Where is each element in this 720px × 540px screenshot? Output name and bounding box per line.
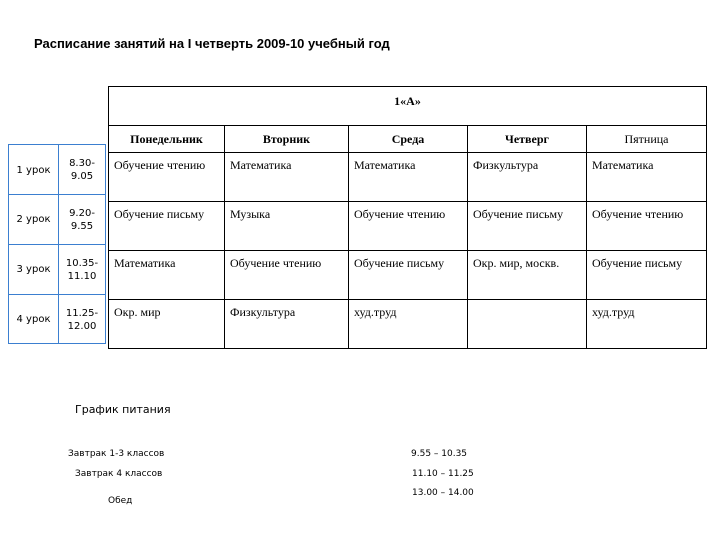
schedule-cell: Обучение письму — [468, 202, 587, 251]
meals-title: График питания — [75, 403, 171, 416]
lesson-time: 9.20- 9.55 — [69, 207, 95, 232]
lesson-row — [9, 244, 105, 294]
lesson-row — [9, 194, 105, 244]
day-header-wednesday: Среда — [349, 126, 468, 153]
schedule-cell: Обучение чтению — [225, 251, 349, 300]
table-row — [109, 251, 707, 300]
schedule-cell: Музыка — [225, 202, 349, 251]
schedule-cell: Математика — [587, 153, 707, 202]
meal-time: 9.55 – 10.35 — [411, 449, 468, 459]
schedule-cell: Обучение письму — [349, 251, 468, 300]
schedule-cell: Обучение чтению — [109, 153, 225, 202]
page-title: Расписание занятий на I четверть 2009-10 учебный год — [34, 36, 390, 51]
class-name: 1«А» — [109, 87, 707, 126]
lesson-time: 8.30- 9.05 — [69, 158, 95, 182]
lesson-row — [9, 294, 105, 344]
table-row — [109, 300, 707, 349]
schedule-cell: Окр. мир — [109, 300, 225, 349]
schedule-cell: Обучение письму — [109, 202, 225, 251]
lesson-name: 1 урок — [9, 145, 59, 195]
lesson-time: 10.35- 11.10 — [65, 257, 99, 282]
lesson-name: 4 урок — [9, 295, 59, 344]
meal-time: 11.10 – 11.25 — [412, 469, 474, 479]
day-header-monday: Понедельник — [109, 126, 225, 153]
meal-label: Обед — [108, 496, 133, 506]
day-header-friday: Пятница — [587, 126, 707, 153]
lesson-name: 2 урок — [9, 195, 59, 244]
schedule-cell: Математика — [225, 153, 349, 202]
schedule-table — [108, 86, 707, 349]
schedule-cell: Физкультура — [468, 153, 587, 202]
day-header-thursday: Четверг — [468, 126, 587, 153]
day-header-tuesday: Вторник — [225, 126, 349, 153]
schedule-cell: Физкультура — [225, 300, 349, 349]
schedule-cell: Математика — [109, 251, 225, 300]
schedule-cell — [468, 300, 587, 349]
schedule-cell: Обучение чтению — [587, 202, 707, 251]
schedule-cell: Окр. мир, москв. — [468, 251, 587, 300]
schedule-cell: худ.труд — [587, 300, 707, 349]
meal-label: Завтрак 4 классов — [75, 469, 163, 479]
meal-time: 13.00 – 14.00 — [412, 488, 474, 498]
schedule-cell: Обучение чтению — [349, 202, 468, 251]
schedule-cell: Математика — [349, 153, 468, 202]
lesson-name: 3 урок — [9, 245, 59, 294]
schedule-cell: Обучение письму — [587, 251, 707, 300]
schedule-cell: худ.труд — [349, 300, 468, 349]
lesson-row — [9, 145, 105, 195]
table-row — [109, 153, 707, 202]
table-row — [109, 202, 707, 251]
meal-label: Завтрак 1-3 классов — [68, 449, 165, 459]
lesson-time: 11.25- 12.00 — [65, 307, 99, 332]
lesson-times-table — [8, 144, 106, 344]
